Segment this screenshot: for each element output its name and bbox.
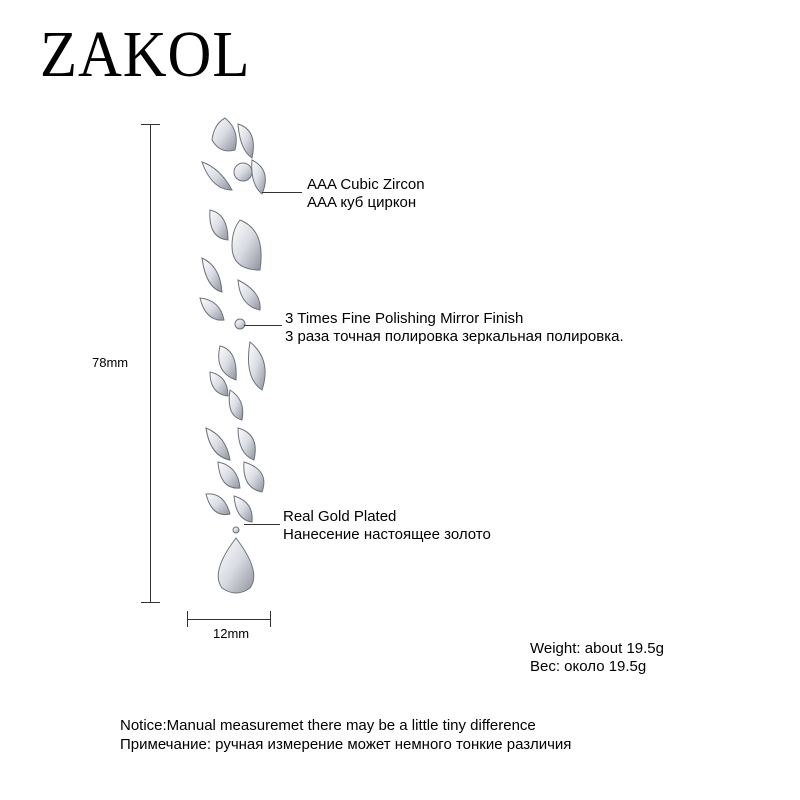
weight-info [530, 640, 664, 676]
notice-ru: Примечание: ручная измерение может немного тонкие различия [120, 736, 572, 753]
notice-en: Notice:Manual measuremet there may be a little tiny difference [120, 717, 536, 734]
callout-gold-ru: Нанесение настоящее золото [283, 526, 491, 543]
callout-zircon-ru: AAA куб циркон [307, 194, 417, 211]
callout-gold [283, 508, 491, 544]
brand-logo: ZAKOL [40, 18, 251, 91]
weight-ru: Вес: около 19.5g [530, 658, 647, 675]
width-dimension-cap-right [270, 611, 271, 627]
notice [120, 716, 571, 754]
height-dimension-label: 78mm [92, 355, 129, 370]
height-dimension-line [150, 124, 151, 602]
callout-leader-polishing [244, 325, 282, 326]
height-dimension-cap-bottom [141, 602, 160, 603]
width-dimension-line [187, 619, 270, 620]
height-dimension-cap-top [141, 124, 160, 125]
callout-polishing [285, 310, 624, 346]
callout-leader-zircon [262, 192, 302, 193]
earring-image [180, 110, 290, 600]
callout-leader-gold [244, 524, 280, 525]
callout-zircon-en: AAA Cubic Zircon [307, 176, 425, 193]
weight-en: Weight: about 19.5g [530, 640, 664, 657]
width-dimension-cap-left [187, 611, 188, 627]
callout-polishing-en: 3 Times Fine Polishing Mirror Finish [285, 310, 524, 327]
width-dimension-label: 12mm [213, 626, 250, 641]
callout-polishing-ru: 3 раза точная полировка зеркальная полировка. [285, 328, 624, 345]
callout-gold-en: Real Gold Plated [283, 508, 397, 525]
callout-zircon [307, 176, 425, 212]
